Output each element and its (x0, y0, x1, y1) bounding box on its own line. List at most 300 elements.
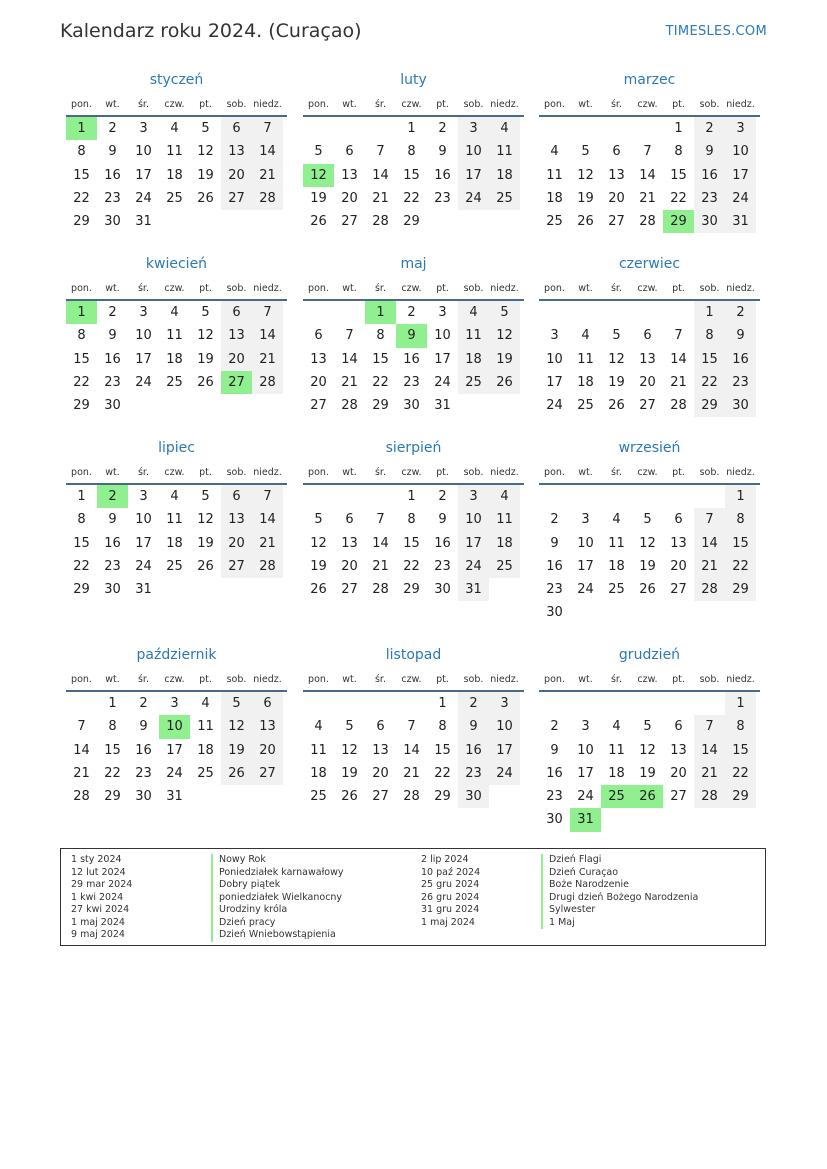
empty-cell (303, 117, 334, 140)
day-cell: 22 (73, 190, 90, 206)
weekday-label: wt. (578, 467, 593, 478)
day-cell: 20 (670, 558, 687, 574)
day-cell: 16 (546, 558, 563, 574)
day-cell: 25 (489, 555, 520, 578)
day-cell: 28 (694, 578, 725, 601)
weekday-label: sob. (699, 674, 720, 685)
empty-cell (303, 485, 334, 508)
day-cell: 13 (341, 535, 358, 551)
empty-cell (694, 692, 725, 715)
empty-cell (601, 117, 632, 140)
holiday-day-cell: 1 (66, 301, 97, 324)
day-cell: 12 (577, 167, 594, 183)
day-cell: 25 (489, 187, 520, 210)
day-cell: 8 (725, 508, 756, 531)
day-cell: 12 (608, 351, 625, 367)
day-cell: 26 (221, 762, 252, 785)
day-cell: 4 (489, 485, 520, 508)
month-name: luty (400, 72, 427, 88)
day-cell: 26 (639, 582, 656, 598)
empty-cell (396, 692, 427, 715)
legend-date: 26 gru 2024 (421, 891, 480, 903)
weekday-label: niedz. (253, 674, 282, 685)
day-cell: 8 (376, 328, 385, 344)
day-cell: 25 (458, 371, 489, 394)
day-cell: 5 (314, 512, 323, 528)
day-cell: 3 (550, 328, 559, 344)
day-cell: 15 (73, 351, 90, 367)
month-block (539, 70, 760, 233)
weekday-label: niedz. (726, 99, 755, 110)
empty-cell (365, 117, 396, 140)
month-name: wrzesień (618, 440, 681, 456)
weekday-label: pon. (308, 467, 329, 478)
day-cell: 9 (108, 328, 117, 344)
day-cell: 13 (252, 715, 283, 738)
day-grid (66, 485, 287, 601)
day-cell: 29 (73, 582, 90, 598)
day-cell: 19 (489, 348, 520, 371)
day-cell: 15 (372, 351, 389, 367)
day-cell: 3 (458, 117, 489, 140)
weekday-label: niedz. (726, 674, 755, 685)
day-cell: 5 (612, 328, 621, 344)
day-cell: 19 (577, 190, 594, 206)
day-cell: 29 (73, 398, 90, 414)
weekday-label: śr. (610, 283, 622, 294)
legend-date: 9 maj 2024 (71, 929, 125, 940)
day-cell: 29 (434, 789, 451, 805)
day-cell: 18 (608, 558, 625, 574)
day-cell: 14 (341, 351, 358, 367)
day-cell: 17 (546, 374, 563, 390)
legend-holiday-name: Dzień Flagi (549, 854, 602, 865)
month-name: kwiecień (145, 256, 208, 272)
empty-cell (601, 692, 632, 715)
day-cell: 2 (108, 305, 117, 320)
day-cell: 23 (403, 374, 420, 390)
day-cell: 15 (725, 532, 756, 555)
day-cell: 14 (403, 742, 420, 758)
month-name: lipiec (158, 440, 195, 456)
empty-cell (570, 485, 601, 508)
weekday-label: sob. (226, 674, 247, 685)
day-cell: 5 (489, 301, 520, 324)
day-cell: 24 (135, 558, 152, 574)
day-cell: 4 (201, 696, 210, 711)
day-cell: 6 (674, 512, 683, 528)
holiday-day-cell: 25 (601, 785, 632, 808)
day-grid (303, 117, 524, 233)
day-cell: 24 (135, 374, 152, 390)
day-cell: 20 (670, 765, 687, 781)
holiday-legend (60, 848, 766, 946)
weekday-label: sob. (226, 283, 247, 294)
legend-names-col-2 (541, 854, 759, 929)
weekday-label: śr. (137, 674, 149, 685)
day-cell: 23 (546, 789, 563, 805)
day-cell: 19 (197, 535, 214, 551)
day-cell: 5 (314, 144, 323, 160)
weekday-header (66, 670, 287, 692)
day-cell: 4 (489, 117, 520, 140)
weekday-header (303, 95, 524, 117)
month-block (66, 645, 287, 808)
day-cell: 12 (310, 535, 327, 551)
day-cell: 7 (252, 485, 283, 508)
day-cell: 7 (674, 328, 683, 344)
day-cell: 21 (372, 558, 389, 574)
day-cell: 24 (577, 789, 594, 805)
weekday-label: wt. (342, 674, 357, 685)
day-cell: 15 (434, 742, 451, 758)
weekday-label: czw. (637, 99, 658, 110)
day-cell: 27 (252, 762, 283, 785)
holiday-day-cell: 1 (66, 117, 97, 140)
day-cell: 18 (577, 374, 594, 390)
weekday-label: śr. (610, 467, 622, 478)
day-cell: 5 (345, 719, 354, 735)
day-cell: 27 (341, 214, 358, 230)
day-cell: 23 (546, 582, 563, 598)
day-cell: 21 (73, 765, 90, 781)
weekday-label: wt. (105, 674, 120, 685)
legend-date: 25 gru 2024 (421, 879, 480, 890)
day-cell: 27 (221, 187, 252, 210)
day-cell: 9 (438, 512, 447, 528)
day-cell: 13 (670, 535, 687, 551)
day-cell: 24 (135, 190, 152, 206)
day-cell: 12 (197, 512, 214, 528)
day-cell: 28 (341, 398, 358, 414)
day-grid (539, 301, 760, 417)
day-cell: 20 (639, 374, 656, 390)
day-cell: 21 (694, 762, 725, 785)
day-cell: 28 (639, 214, 656, 230)
day-cell: 12 (639, 535, 656, 551)
day-cell: 22 (403, 558, 420, 574)
day-cell: 21 (252, 532, 283, 555)
day-cell: 16 (725, 348, 756, 371)
day-cell: 22 (725, 555, 756, 578)
day-cell: 24 (458, 555, 489, 578)
day-cell: 22 (434, 765, 451, 781)
day-cell: 5 (221, 692, 252, 715)
legend-date: 27 kwi 2024 (71, 904, 130, 915)
day-cell: 30 (458, 785, 489, 808)
weekday-header (303, 463, 524, 485)
holiday-day-cell: 9 (396, 324, 427, 347)
legend-date: 1 kwi 2024 (71, 891, 124, 903)
holiday-day-cell: 12 (303, 164, 334, 187)
weekday-label: pon. (71, 99, 92, 110)
day-cell: 26 (489, 371, 520, 394)
day-cell: 20 (341, 558, 358, 574)
day-cell: 26 (197, 190, 214, 206)
day-cell: 11 (489, 508, 520, 531)
empty-cell (303, 301, 334, 324)
day-cell: 15 (670, 167, 687, 183)
day-cell: 21 (252, 164, 283, 187)
day-cell: 21 (372, 190, 389, 206)
weekday-label: niedz. (253, 467, 282, 478)
day-cell: 11 (166, 328, 183, 344)
empty-cell (663, 485, 694, 508)
day-cell: 10 (434, 328, 451, 344)
day-cell: 7 (376, 144, 385, 160)
day-cell: 20 (221, 348, 252, 371)
day-cell: 1 (438, 696, 447, 711)
day-cell: 14 (252, 508, 283, 531)
day-cell: 2 (550, 719, 559, 735)
day-cell: 4 (581, 328, 590, 344)
day-cell: 6 (674, 719, 683, 735)
day-cell: 12 (221, 715, 252, 738)
legend-date: 10 paź 2024 (421, 866, 481, 878)
day-cell: 31 (434, 398, 451, 414)
day-cell: 24 (489, 762, 520, 785)
day-cell: 12 (197, 328, 214, 344)
day-cell: 9 (550, 535, 559, 551)
weekday-label: pon. (308, 99, 329, 110)
month-block (539, 645, 760, 832)
day-cell: 27 (310, 398, 327, 414)
day-cell: 31 (458, 578, 489, 601)
day-cell: 12 (639, 742, 656, 758)
month-block (66, 438, 287, 601)
weekday-label: pon. (544, 99, 565, 110)
day-cell: 6 (252, 692, 283, 715)
empty-cell (365, 692, 396, 715)
day-cell: 18 (458, 348, 489, 371)
day-grid (539, 485, 760, 625)
day-cell: 6 (221, 301, 252, 324)
day-cell: 2 (694, 117, 725, 140)
day-grid (66, 692, 287, 808)
weekday-header (539, 670, 760, 692)
empty-cell (632, 117, 663, 140)
day-cell: 19 (221, 739, 252, 762)
weekday-label: pt. (436, 467, 449, 478)
day-cell: 29 (104, 789, 121, 805)
legend-holiday-name: poniedziałek Wielkanocny (219, 891, 343, 903)
day-cell: 27 (670, 582, 687, 598)
day-cell: 4 (612, 719, 621, 735)
day-cell: 9 (139, 719, 148, 735)
day-cell: 30 (546, 812, 563, 828)
weekday-label: wt. (578, 99, 593, 110)
day-cell: 14 (372, 167, 389, 183)
day-cell: 26 (310, 582, 327, 598)
empty-cell (632, 692, 663, 715)
month-block (303, 438, 524, 601)
day-cell: 11 (310, 742, 327, 758)
weekday-label: sob. (699, 283, 720, 294)
day-cell: 3 (438, 305, 447, 320)
month-block (539, 438, 760, 625)
day-cell: 28 (73, 789, 90, 805)
empty-cell (570, 301, 601, 324)
day-cell: 16 (104, 535, 121, 551)
weekday-header (539, 463, 760, 485)
day-cell: 2 (438, 121, 447, 136)
day-cell: 23 (434, 558, 451, 574)
day-cell: 15 (725, 739, 756, 762)
page-title: Kalendarz roku 2024. (Curaçao) (60, 20, 362, 42)
weekday-label: wt. (578, 674, 593, 685)
day-cell: 19 (608, 374, 625, 390)
day-cell: 4 (612, 512, 621, 528)
day-cell: 31 (135, 582, 152, 598)
day-cell: 10 (135, 328, 152, 344)
legend-holiday-name: Dzień pracy (219, 916, 276, 928)
month-name: styczeń (149, 72, 204, 88)
weekday-label: pt. (199, 99, 212, 110)
month-block (539, 254, 760, 417)
day-cell: 16 (104, 351, 121, 367)
day-cell: 20 (310, 374, 327, 390)
weekday-label: niedz. (253, 283, 282, 294)
day-cell: 17 (577, 765, 594, 781)
weekday-label: śr. (374, 283, 386, 294)
day-cell: 30 (104, 582, 121, 598)
day-cell: 2 (407, 305, 416, 320)
holiday-day-cell: 10 (159, 715, 190, 738)
day-cell: 17 (166, 742, 183, 758)
day-cell: 8 (407, 144, 416, 160)
day-cell: 18 (489, 164, 520, 187)
day-cell: 10 (725, 140, 756, 163)
day-cell: 11 (577, 351, 594, 367)
day-cell: 21 (341, 374, 358, 390)
day-cell: 5 (581, 144, 590, 160)
day-cell: 8 (694, 324, 725, 347)
weekday-label: niedz. (726, 283, 755, 294)
day-cell: 25 (546, 214, 563, 230)
weekday-label: pon. (71, 283, 92, 294)
day-cell: 14 (252, 324, 283, 347)
empty-cell (66, 692, 97, 715)
day-cell: 25 (577, 398, 594, 414)
day-cell: 17 (489, 739, 520, 762)
day-cell: 8 (108, 719, 117, 735)
day-cell: 2 (725, 301, 756, 324)
day-cell: 21 (670, 374, 687, 390)
day-cell: 27 (221, 555, 252, 578)
legend-names-col-1 (211, 854, 409, 942)
day-cell: 16 (403, 351, 420, 367)
day-cell: 25 (166, 558, 183, 574)
day-cell: 1 (694, 301, 725, 324)
day-grid (66, 117, 287, 233)
legend-dates-col-2 (421, 854, 531, 929)
day-cell: 17 (458, 164, 489, 187)
weekday-label: śr. (374, 99, 386, 110)
day-cell: 19 (197, 167, 214, 183)
day-cell: 6 (643, 328, 652, 344)
day-cell: 6 (221, 117, 252, 140)
day-cell: 28 (252, 187, 283, 210)
empty-cell (632, 301, 663, 324)
day-cell: 15 (104, 742, 121, 758)
day-cell: 17 (577, 558, 594, 574)
legend-holiday-name: Dzień Curaçao (549, 866, 619, 878)
day-cell: 23 (104, 374, 121, 390)
day-cell: 17 (725, 164, 756, 187)
day-cell: 12 (489, 324, 520, 347)
month-block (303, 645, 524, 808)
holiday-day-cell: 26 (632, 785, 663, 808)
day-cell: 1 (725, 692, 756, 715)
day-cell: 5 (201, 121, 210, 136)
day-cell: 17 (434, 351, 451, 367)
day-cell: 5 (201, 489, 210, 504)
day-cell: 28 (252, 371, 283, 394)
weekday-label: pon. (71, 674, 92, 685)
legend-date: 29 mar 2024 (71, 879, 133, 890)
weekday-label: pt. (199, 467, 212, 478)
day-cell: 13 (221, 508, 252, 531)
weekday-label: wt. (342, 467, 357, 478)
day-cell: 16 (694, 164, 725, 187)
weekday-label: pt. (672, 674, 685, 685)
day-cell: 23 (104, 558, 121, 574)
day-cell: 21 (403, 765, 420, 781)
day-cell: 14 (639, 167, 656, 183)
day-cell: 9 (438, 144, 447, 160)
day-cell: 11 (166, 144, 183, 160)
day-cell: 8 (407, 512, 416, 528)
day-cell: 30 (104, 214, 121, 230)
day-cell: 29 (725, 785, 756, 808)
day-cell: 1 (725, 485, 756, 508)
day-cell: 16 (458, 739, 489, 762)
day-cell: 30 (694, 210, 725, 233)
day-grid (303, 485, 524, 601)
day-cell: 27 (670, 789, 687, 805)
legend-date: 2 lip 2024 (421, 854, 469, 865)
day-cell: 4 (314, 719, 323, 735)
day-cell: 2 (458, 692, 489, 715)
day-cell: 17 (135, 535, 152, 551)
day-cell: 4 (170, 489, 179, 504)
weekday-label: czw. (164, 283, 185, 294)
brand-link[interactable]: TIMESLES.COM (665, 24, 767, 39)
day-cell: 19 (639, 558, 656, 574)
day-cell: 18 (608, 765, 625, 781)
empty-cell (303, 692, 334, 715)
day-cell: 27 (341, 582, 358, 598)
day-cell: 6 (345, 512, 354, 528)
month-block (66, 254, 287, 417)
day-cell: 15 (73, 535, 90, 551)
day-cell: 10 (135, 144, 152, 160)
legend-date: 1 maj 2024 (421, 916, 475, 928)
day-cell: 7 (407, 719, 416, 735)
weekday-label: pt. (436, 674, 449, 685)
day-cell: 8 (725, 715, 756, 738)
weekday-label: śr. (137, 467, 149, 478)
day-cell: 23 (458, 762, 489, 785)
day-cell: 29 (725, 578, 756, 601)
legend-date: 31 gru 2024 (421, 904, 480, 915)
day-cell: 16 (434, 535, 451, 551)
day-cell: 1 (407, 121, 416, 136)
weekday-header (539, 95, 760, 117)
day-cell: 13 (221, 140, 252, 163)
day-cell: 11 (608, 535, 625, 551)
weekday-label: sob. (463, 467, 484, 478)
